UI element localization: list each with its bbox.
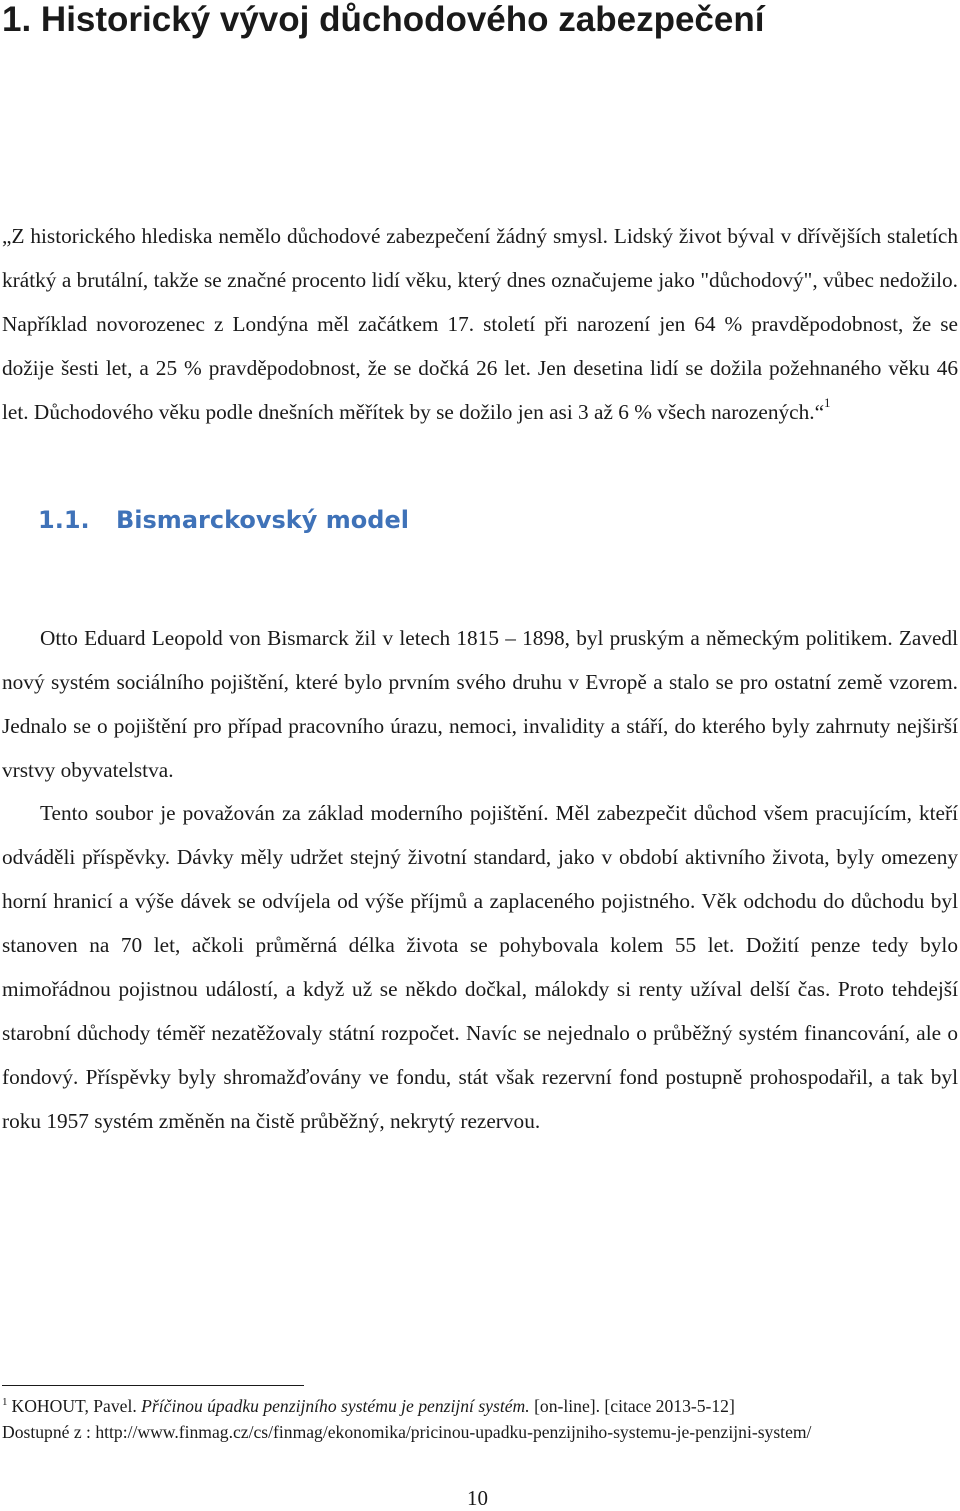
quote-text: „Z historického hlediska nemělo důchodové zabezpečení žádný smysl. Lidský život býval v dřívějších staletích krátký a brutální, takže se značné procento lidí věku, který dnes označujeme jako "důchodový", vůbec nedožilo. Například novorozenec z Londýna měl začátkem 17. století při narození jen 64 % pravděpodobnost, že se dožije šesti let, a 25 % pravděpodobnost, že se dočká 26 let. Jen desetina lidí se dožila požehnaného věku 46 let. Důchodového věku podle dnešních měřítek by se dožilo jen asi 3 až 6 % všech narozených.“ <box>2 224 958 424</box>
section-heading <box>38 500 409 540</box>
section-number: 1.1. <box>38 506 90 534</box>
footnote <box>2 1395 922 1444</box>
quote-paragraph <box>2 214 958 434</box>
footnote-author: KOHOUT, Pavel. <box>11 1396 137 1416</box>
footnote-url[interactable]: Dostupné z : http://www.finmag.cz/cs/finmag/ekonomika/pricinou-upadku-penzijniho-systemu-je-penzijni-system/ <box>2 1422 812 1442</box>
chapter-title: 1. Historický vývoj důchodového zabezpečení <box>2 0 765 39</box>
paragraph-pension-system: Tento soubor je považován za základ moderního pojištění. Měl zabezpečit důchod všem pracujícím, kteří odváděli příspěvky. Dávky měly udržet stejný životní standard, jako v období aktivního života, byly omezeny horní hranicí a výše dávek se odvíjela od výše příjmů a zaplaceného pojistného. Věk odchodu do důchodu byl stanoven na 70 let, ačkoli průměrná délka života se pohybovala kolem 55 let. Dožití penze tedy bylo mimořádnou pojistnou událostí, a když už se někdo dočkal, málokdy si renty užíval delší čas. Proto tehdejší starobní důchody téměř nezatěžovaly státní rozpočet. Navíc se nejednalo o průběžný systém financování, ale o fondový. Příspěvky byly shromažďovány ve fondu, stát však rezervní fond postupně prohospodařil, a tak byl roku 1957 systém změněn na čistě průběžný, nekrytý rezervou. <box>2 801 958 1133</box>
footnote-reference[interactable]: 1 <box>824 394 831 410</box>
footnote-number: 1 <box>2 1396 8 1408</box>
section-title: Bismarckovský model <box>116 506 409 534</box>
footnote-medium: [on-line]. [citace 2013-5-12] <box>534 1396 735 1416</box>
page-number: 10 <box>467 1486 488 1510</box>
paragraph-bismarck: Otto Eduard Leopold von Bismarck žil v letech 1815 – 1898, byl pruským a německým politikem. Zavedl nový systém sociálního pojištění, které bylo prvním svého druhu v Evropě a stalo se pro ostatní země vzorem. Jednalo se o pojištění pro případ pracovního úrazu, nemoci, invalidity a stáří, do kterého byly zahrnuty nejširší vrstvy obyvatelstva. <box>2 626 958 782</box>
footnote-title: Příčinou úpadku penzijního systému je penzijní systém. <box>141 1396 530 1416</box>
footnote-separator <box>2 1385 304 1386</box>
